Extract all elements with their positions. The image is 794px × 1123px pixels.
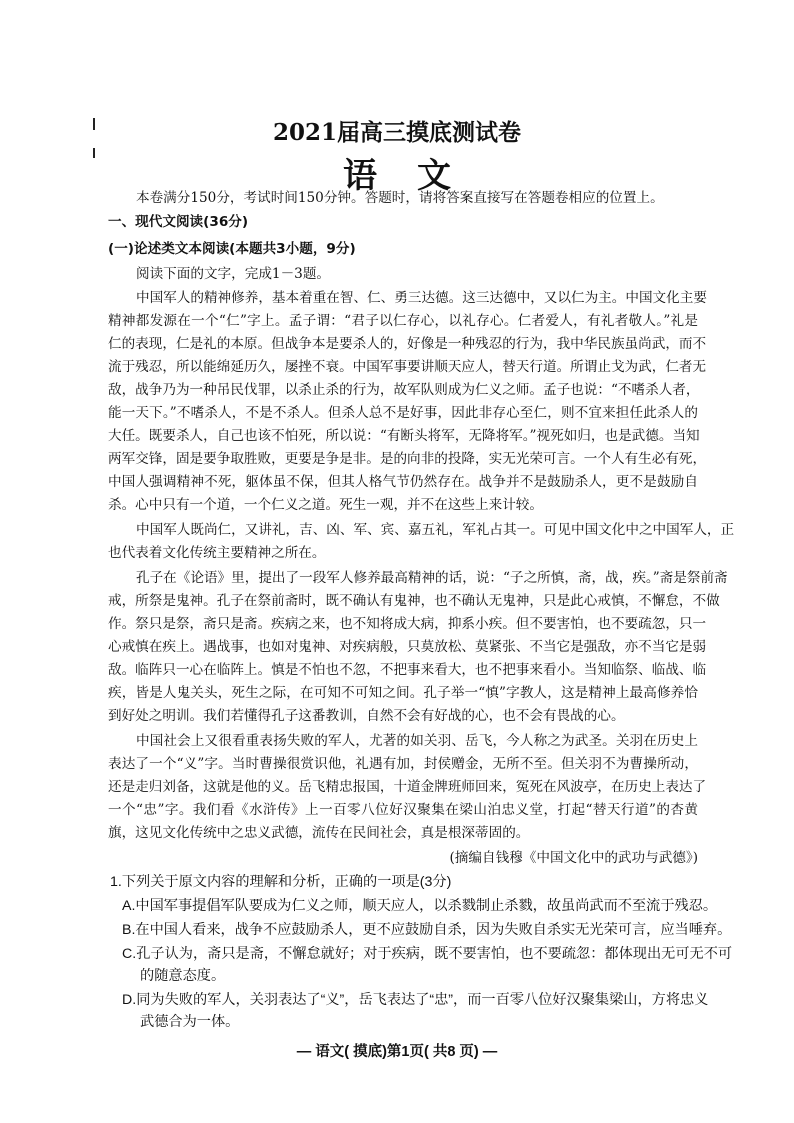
section-heading: 一、现代文阅读(36分): [108, 214, 249, 230]
passage-line: 中国人强调精神不死，躯体虽不保，但其人格气节仍然存在。战争并不是鼓励杀人，更不是鼓励自: [108, 474, 698, 490]
option-b: B.在中国人看来，战争不应鼓励杀人，更不应鼓励自杀，因为失败自杀实无光荣可言，应当唾弃。: [122, 922, 732, 938]
passage-source: (摘编自钱穆《中国文化中的武功与武德》): [449, 850, 698, 866]
page-footer: — 语文( 摸底)第1页( 共8 页) —: [296, 1044, 498, 1060]
passage-line: 中国军人的精神修养，基本着重在智、仁、勇三达德。这三达德中，又以仁为主。中国文化主要: [136, 290, 707, 306]
subsection-heading: (一)论述类文本阅读(本题共3小题，9分): [108, 241, 356, 257]
exam-title: 2021届高三摸底测试卷: [272, 119, 521, 146]
passage-line: 疾，皆是人鬼关头，死生之际，在可知不可知之间。孔子举一“慎”字教人，这是精神上最高修养恰: [108, 685, 698, 701]
passage-line: 大任。既要杀人，自己也该不怕死，所以说：“有断头将军，无降将军。”视死如归，也是武德。当知: [108, 428, 700, 444]
passage-line: 中国军人既尚仁，又讲礼，吉、凶、军、宾、嘉五礼，军礼占其一。可见中国文化中之中国军人，正: [136, 522, 735, 538]
subject-title: 语文: [343, 156, 491, 196]
passage-line: 戒，所祭是鬼神。孔子在祭前斋时，既不确认有鬼神，也不确认无鬼神，只是此心戒慎，不懈怠，不做: [108, 593, 720, 609]
passage-line: 两军交锋，固是要争取胜败，更要是争是非。是的向非的投降，实无光荣可言。一个人有生必有死，: [108, 451, 707, 467]
passage-line: 中国社会上又很看重表扬失败的军人，尤著的如关羽、岳飞，今人称之为武圣。关羽在历史上: [136, 733, 698, 749]
passage-line: 敌，战争乃为一种吊民伐罪，以杀止杀的行为，故军队则成为仁义之师。孟子也说：“不嗜杀人者，: [108, 382, 700, 398]
option-a: A.中国军事提倡军队要成为仁义之师，顺天应人，以杀戮制止杀戮，故虽尚武而不至流于残忍。: [122, 898, 718, 914]
option-c: C.孔子认为，斋只是斋，不懈怠就好；对于疾病，既不要害怕，也不要疏忽：都体现出无可无不可: [122, 946, 733, 962]
passage-line: 孔子在《论语》里，提出了一段军人修养最高精神的话，说：“子之所慎，斋，战，疾。”斋是祭前斋: [136, 570, 728, 586]
passage-line: 作。祭只是祭，斋只是斋。疾病之来，也不知将成大病，抑系小疾。但不要害怕，也不要疏忽，只一: [108, 616, 707, 632]
passage-line: 能一天下。”不嗜杀人，不是不杀人。但杀人总不是好事，因此非存心至仁，则不宜来担任此杀人的: [108, 405, 698, 421]
passage-line: 流于残忍，所以能绵延历久，屡挫不衰。中国军事要讲顺天应人，替天行道。所谓止戈为武，仁者无: [108, 359, 707, 375]
passage-line: 仁的表现，仁是礼的本原。但战争本是要杀人的，好像是一种残忍的行为，我中华民族虽尚武，而不: [108, 336, 707, 352]
passage-line: 还是走归刘备，这就是他的义。岳飞精忠报国，十道金牌班师回来，冤死在风波亭，在历史上表达了: [108, 779, 707, 795]
option-d: D.同为失败的军人，关羽表达了“义”，岳飞表达了“忠”，而一百零八位好汉聚集梁山，方将忠义: [122, 992, 709, 1008]
reading-prompt: 阅读下面的文字，完成1－3题。: [136, 266, 331, 282]
passage-line: 精神都发源在一个“仁”字上。孟子谓：“君子以仁存心，以礼存心。仁者爱人，有礼者敬人。”礼是: [108, 313, 698, 329]
passage-line: 旗，这见文化传统中之忠义武德，流传在民间社会，真是根深蒂固的。: [108, 825, 530, 841]
instructions: 本卷满分150分，考试时间150分钟。答题时，请将答案直接写在答题卷相应的位置上。: [136, 190, 664, 206]
passage-line: 表达了一个“义”字。当时曹操很赏识他，礼遇有加，封侯赠金，无所不至。但关羽不为曹操所动，: [108, 756, 698, 772]
passage-line: 一个“忠”字。我们看《水浒传》上一百零八位好汉聚集在梁山泊忠义堂，打起“替天行道”的杏黄: [108, 802, 698, 818]
option-c-cont: 的随意态度。: [140, 968, 226, 984]
passage-line: 也代表着文化传统主要精神之所在。: [108, 545, 326, 561]
passage-line: 敌。临阵只一心在临阵上。慎是不怕也不忽，不把事来看大，也不把事来看小。当知临祭、临战、临: [108, 662, 707, 678]
option-d-cont: 武德合为一体。: [140, 1014, 240, 1030]
passage-line: 心戒慎在疾上。遇战事，也如对鬼神、对疾病般，只莫放松、莫紧张、不当它是强敌，亦不当它是弱: [108, 639, 707, 655]
passage-line: 到好处之明训。我们若懂得孔子这番教训，自然不会有好战的心，也不会有畏战的心。: [108, 708, 625, 724]
passage-line: 杀。心中只有一个道，一个仁义之道。死生一观，并不在这些上来计较。: [108, 497, 543, 513]
question-stem: 1.下列关于原文内容的理解和分析，正确的一项是(3分): [110, 874, 452, 890]
